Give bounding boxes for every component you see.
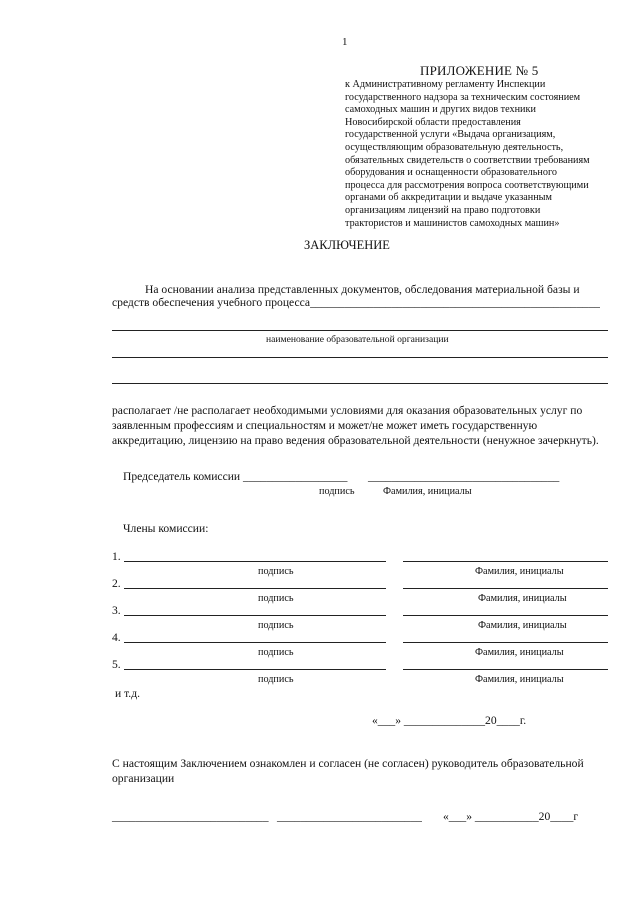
members-etc: и т.д. (115, 687, 140, 700)
appendix-line: осуществляющим образовательную деятельность, (345, 141, 564, 153)
date-line[interactable]: «___» ______________20____г. (372, 714, 527, 727)
statement-line: заявленным профессиям и специальностям и может/не может иметь государственную (112, 419, 538, 432)
member-name-caption: Фамилия, инициалы (478, 593, 567, 604)
member-number: 3. (112, 604, 121, 617)
member-name-caption: Фамилия, инициалы (475, 674, 564, 685)
head-date-line[interactable]: «___» ___________20____г (443, 810, 579, 823)
appendix-line: организациям лицензий на право подготовки (345, 204, 541, 216)
appendix-line: самоходных машин и других видов техники (345, 104, 536, 116)
member-name-caption: Фамилия, инициалы (475, 566, 564, 577)
member-name-line[interactable] (403, 669, 608, 670)
member-name-line[interactable] (403, 615, 608, 616)
statement-line: располагает /не располагает необходимыми условиями для оказания образовательных услуг по (112, 404, 583, 417)
chairman-label[interactable]: Председатель комиссии __________________ (123, 470, 348, 483)
appendix-line: процесса для рассмотрения вопроса соответствующими (345, 179, 589, 191)
appendix-line: к Административному регламенту Инспекции (345, 79, 546, 90)
member-signature-caption: подпись (258, 566, 294, 577)
member-number: 1. (112, 550, 121, 563)
member-number: 4. (112, 631, 121, 644)
member-signature-caption: подпись (258, 593, 294, 604)
member-signature-caption: подпись (258, 674, 294, 685)
org-name-line[interactable] (112, 330, 608, 331)
appendix-line: оборудования и оснащенности образовательного (345, 167, 557, 179)
org-name-line[interactable] (112, 383, 608, 384)
chairman-signature-caption: подпись (319, 486, 355, 497)
appendix-line: государственного надзора за техническим состоянием (345, 91, 581, 103)
appendix-title: ПРИЛОЖЕНИЕ № 5 (420, 63, 539, 78)
member-signature-line[interactable] (124, 642, 386, 643)
member-name-caption: Фамилия, инициалы (475, 647, 564, 658)
member-name-caption: Фамилия, инициалы (478, 620, 567, 631)
member-signature-line[interactable] (124, 669, 386, 670)
head-signature-line[interactable]: ___________________________ (112, 810, 269, 823)
page-number: 1 (342, 36, 348, 48)
member-signature-line[interactable] (124, 588, 386, 589)
document-title: ЗАКЛЮЧЕНИЕ (304, 238, 390, 252)
chairman-name-line[interactable]: _________________________________ (368, 470, 560, 483)
member-signature-caption: подпись (258, 620, 294, 631)
member-signature-line[interactable] (124, 561, 386, 562)
appendix-line: органами об аккредитации и выдаче указанным (345, 192, 552, 204)
intro-line-2[interactable]: средств обеспечения учебного процесса__________________________________________________ (112, 296, 600, 309)
appendix-line: государственной услуги «Выдача организациям, (345, 129, 556, 141)
member-signature-line[interactable] (124, 615, 386, 616)
member-name-line[interactable] (403, 561, 608, 562)
member-name-line[interactable] (403, 588, 608, 589)
org-name-caption: наименование образовательной организации (266, 334, 449, 345)
acknowledgement-line-2: организации (112, 772, 175, 785)
head-name-line[interactable]: _________________________ (277, 810, 422, 823)
member-signature-caption: подпись (258, 647, 294, 658)
chairman-name-caption: Фамилия, инициалы (383, 486, 472, 497)
appendix-line: обязательных свидетельств о соответствии требованиям (345, 154, 590, 166)
intro-line-1: На основании анализа представленных документов, обследования материальной базы и (145, 283, 580, 296)
acknowledgement-line-1: С настоящим Заключением ознакомлен и согласен (не согласен) руководитель образовательной (112, 757, 584, 770)
appendix-line: Новосибирской области предоставления (345, 116, 521, 128)
statement (112, 403, 617, 448)
members-heading: Члены комиссии: (123, 522, 209, 535)
appendix-description (345, 79, 615, 230)
org-name-line[interactable] (112, 357, 608, 358)
member-number: 5. (112, 658, 121, 671)
member-name-line[interactable] (403, 642, 608, 643)
member-number: 2. (112, 577, 121, 590)
appendix-line: трактористов и машинистов самоходных машин» (345, 217, 560, 229)
statement-line: аккредитацию, лицензию на право ведения образовательной деятельности (ненужное зачеркнуть). (112, 434, 599, 447)
